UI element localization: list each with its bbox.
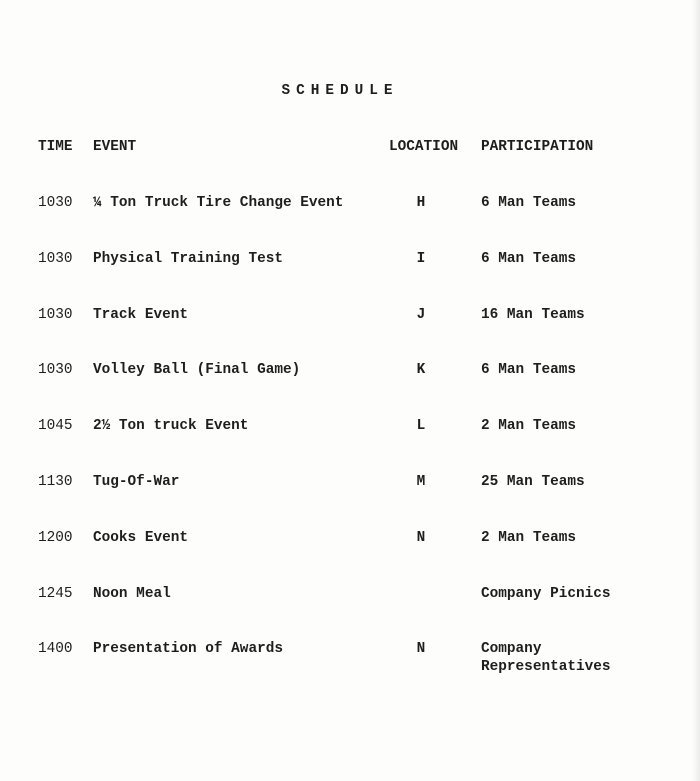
row-participation: 2 Man Teams	[481, 418, 576, 435]
row-event: Cooks Event	[93, 529, 188, 546]
header-time: TIME	[38, 139, 73, 155]
row-time: 1130	[38, 474, 73, 490]
row-location: H	[416, 195, 426, 211]
row-event: Presentation of Awards	[93, 641, 283, 658]
row-event: Volley Ball (Final Game)	[93, 362, 301, 379]
row-participation: Company	[481, 641, 542, 658]
row-time: 1030	[38, 250, 73, 267]
row-time: 1245	[38, 585, 73, 602]
row-event: Track Event	[93, 306, 188, 323]
header-participation: PARTICIPATION	[481, 139, 594, 155]
row-participation: Company Picnics	[481, 585, 611, 602]
row-time: 1045	[38, 418, 73, 435]
row-event: 2½ Ton truck Event	[93, 418, 249, 435]
row-time: 1030	[38, 306, 73, 323]
row-participation: 6 Man Teams	[481, 362, 576, 379]
row-participation: 6 Man Teams	[481, 195, 576, 211]
row-location: L	[416, 418, 426, 435]
row-event: Noon Meal	[93, 585, 171, 602]
row-location: K	[416, 362, 426, 379]
row-location: M	[416, 474, 426, 490]
row-location: I	[416, 250, 426, 267]
header-event: EVENT	[93, 139, 137, 155]
row-time: 1400	[38, 641, 73, 658]
row-location: N	[416, 641, 426, 658]
row-location: J	[416, 306, 426, 323]
row-participation-line2: Representatives	[481, 659, 611, 676]
page-title: SCHEDULE	[281, 83, 399, 99]
page-edge-shadow	[692, 0, 700, 781]
row-participation: 6 Man Teams	[481, 250, 576, 267]
row-time: 1030	[38, 362, 73, 379]
row-time: 1030	[38, 195, 73, 211]
row-time: 1200	[38, 529, 73, 546]
row-event: Physical Training Test	[93, 250, 283, 267]
row-participation: 16 Man Teams	[481, 306, 585, 323]
row-event: Tug-Of-War	[93, 474, 180, 490]
row-event: ¼ Ton Truck Tire Change Event	[93, 195, 344, 211]
row-location: N	[416, 529, 426, 546]
header-location: LOCATION	[389, 139, 459, 155]
row-participation: 25 Man Teams	[481, 474, 585, 490]
row-participation: 2 Man Teams	[481, 529, 576, 546]
